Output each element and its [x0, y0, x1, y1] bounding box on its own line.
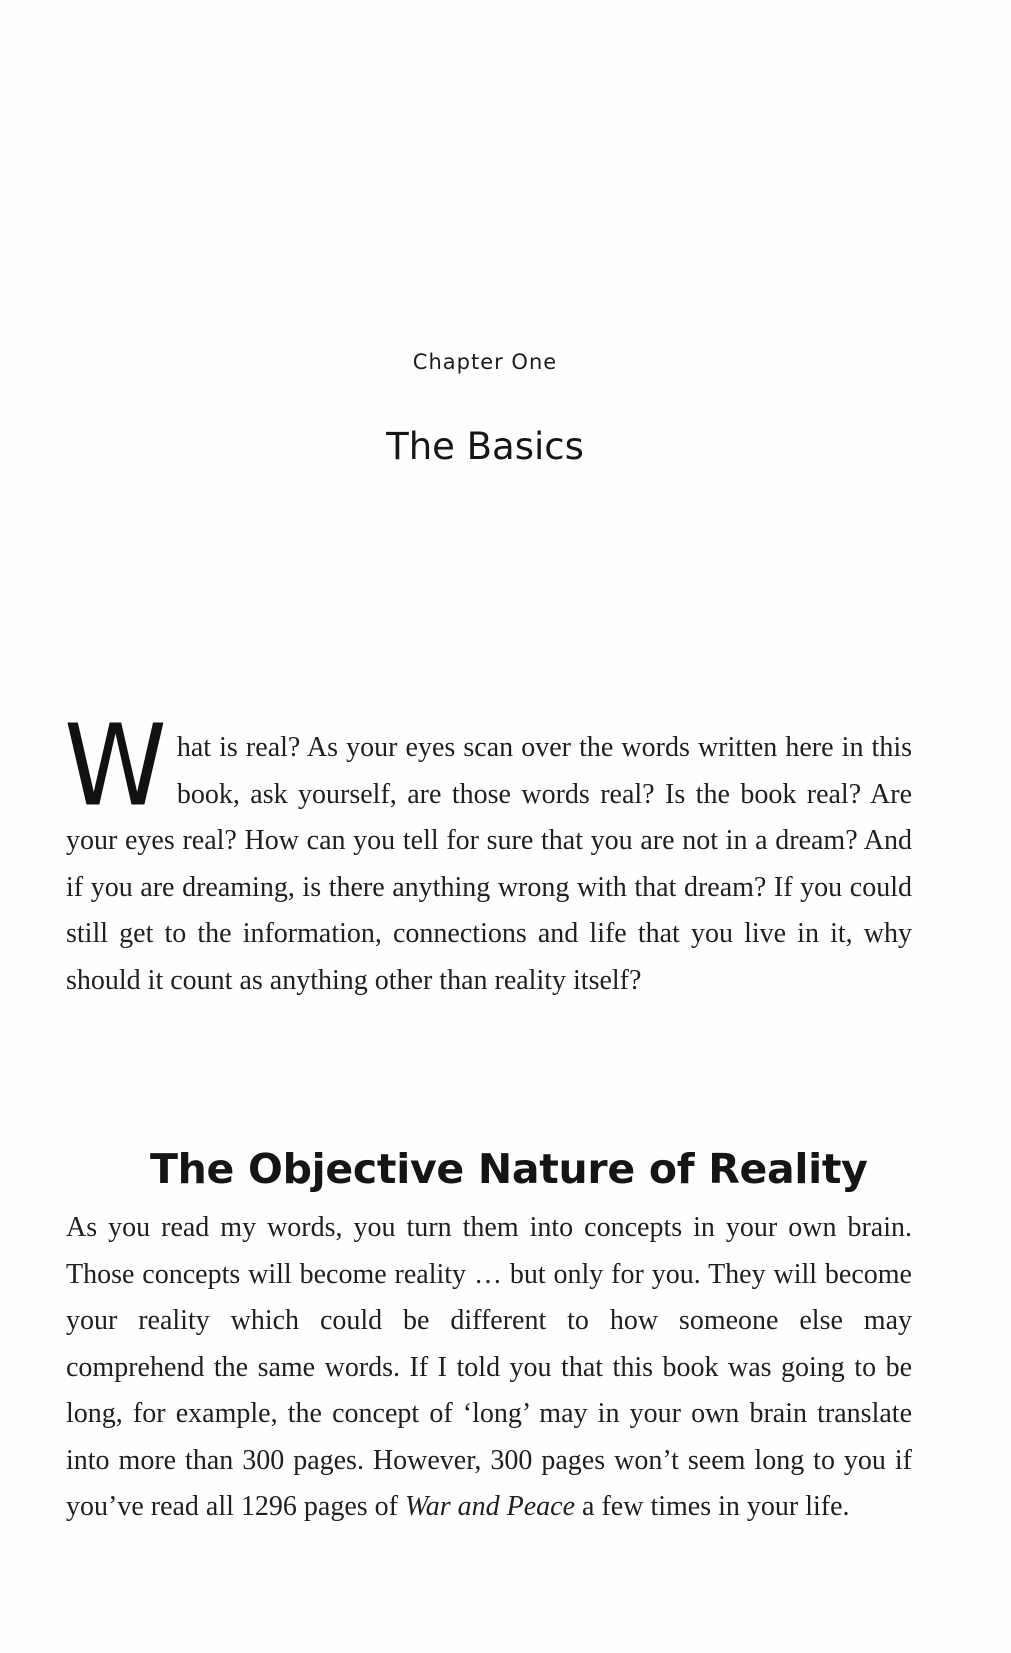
book-title-reference: War and Peace: [405, 1491, 576, 1522]
intro-paragraph: [64, 699, 912, 1004]
section-paragraph: [66, 1205, 912, 1531]
section-text-before: As you read my words, you turn them into concepts in your own brain. Those concepts will become reality … but only for you. They will become your reality which could be different to how someone else may comprehend the same words. If I told you that this book was going to be long, for example, the concept of ‘long’ may in your own brain translate into more than 300 pages. However, 300 pages won’t seem long to you if you’ve read all 1296 pages of: [66, 1212, 912, 1522]
chapter-title: The Basics: [386, 425, 584, 468]
section-text-after: a few times in your life.: [575, 1491, 850, 1522]
intro-text: hat is real? As your eyes scan over the words written here in this book, ask yourself, are those words real? Is the book real? Are your eyes real? How can you tell for sure that you are not in a dream? And if you are dreaming, is there anything wrong with that dream? If you could still get to the information, connections and life that you live in it, why should it count as anything other than reality itself?: [66, 732, 912, 996]
chapter-label: Chapter One: [412, 350, 558, 374]
section-heading: The Objective Nature of Reality: [150, 1145, 868, 1193]
drop-cap: W: [64, 699, 167, 832]
